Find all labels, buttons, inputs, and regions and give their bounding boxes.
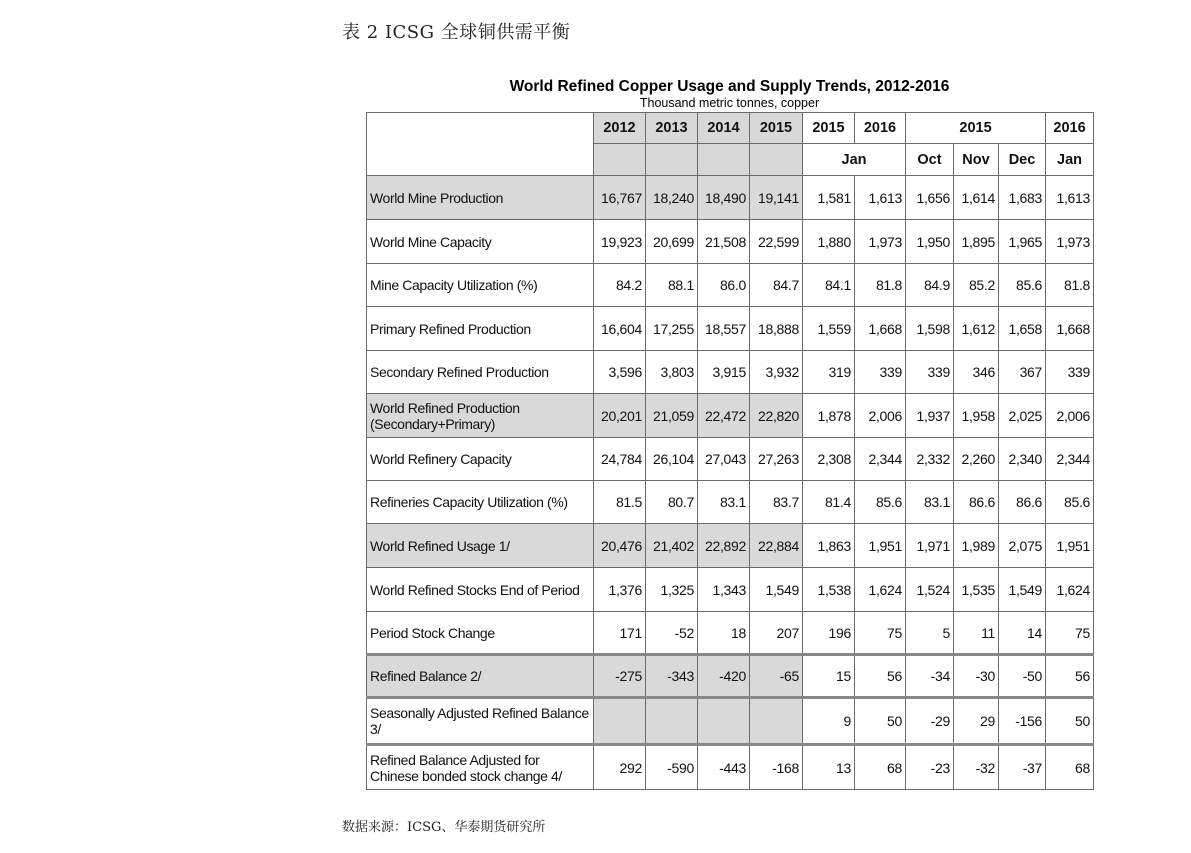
value-cell: 3,596 (594, 351, 646, 394)
table-row (367, 568, 1094, 612)
value-cell: 83.1 (698, 481, 750, 524)
value-cell: 81.8 (1046, 264, 1094, 307)
value-cell: -590 (646, 745, 698, 790)
table-row (367, 655, 1094, 698)
row-label: World Refined Usage 1/ (367, 524, 594, 568)
value-cell: 18,490 (698, 176, 750, 220)
header-month: Nov (954, 144, 999, 176)
value-cell: 83.1 (906, 481, 954, 524)
header-blank (594, 144, 646, 176)
row-label: World Refined Stocks End of Period (367, 568, 594, 612)
value-cell: 1,971 (906, 524, 954, 568)
row-label: Primary Refined Production (367, 307, 594, 351)
value-cell: 26,104 (646, 438, 698, 481)
value-cell: 85.6 (1046, 481, 1094, 524)
value-cell: 1,880 (803, 220, 855, 264)
row-label: Refined Balance Adjusted for Chinese bonded stock change 4/ (367, 745, 594, 790)
value-cell: 1,863 (803, 524, 855, 568)
row-label: Mine Capacity Utilization (%) (367, 264, 594, 307)
value-cell: -29 (906, 698, 954, 745)
value-cell: 21,059 (646, 394, 698, 438)
value-cell: 85.6 (855, 481, 906, 524)
value-cell: 1,878 (803, 394, 855, 438)
value-cell: 86.0 (698, 264, 750, 307)
value-cell: 339 (855, 351, 906, 394)
value-cell: 2,308 (803, 438, 855, 481)
value-cell: 22,472 (698, 394, 750, 438)
data-source: 数据来源：ICSG、华泰期货研究所 (342, 820, 546, 835)
value-cell (698, 698, 750, 745)
header-year: 2015 (750, 113, 803, 144)
value-cell: 19,923 (594, 220, 646, 264)
header-corner (367, 113, 594, 176)
value-cell: 1,965 (999, 220, 1046, 264)
value-cell: 1,613 (855, 176, 906, 220)
value-cell: 16,767 (594, 176, 646, 220)
value-cell: 22,884 (750, 524, 803, 568)
value-cell: -30 (954, 655, 999, 698)
value-cell: 3,803 (646, 351, 698, 394)
value-cell: 50 (855, 698, 906, 745)
value-cell: 1,598 (906, 307, 954, 351)
value-cell: 18,557 (698, 307, 750, 351)
value-cell: 27,263 (750, 438, 803, 481)
value-cell: 2,006 (1046, 394, 1094, 438)
header-month: Oct (906, 144, 954, 176)
value-cell: 2,344 (1046, 438, 1094, 481)
value-cell (646, 698, 698, 745)
value-cell: 1,951 (1046, 524, 1094, 568)
value-cell: 1,613 (1046, 176, 1094, 220)
table-row (367, 220, 1094, 264)
value-cell: 16,604 (594, 307, 646, 351)
value-cell: 21,402 (646, 524, 698, 568)
value-cell: 2,025 (999, 394, 1046, 438)
value-cell: 1,559 (803, 307, 855, 351)
table-subtitle: Thousand metric tonnes, copper (639, 96, 820, 110)
table-row (367, 394, 1094, 438)
value-cell (594, 698, 646, 745)
value-cell: 75 (855, 612, 906, 655)
value-cell: 1,668 (855, 307, 906, 351)
value-cell: 2,332 (906, 438, 954, 481)
value-cell: -420 (698, 655, 750, 698)
value-cell: 1,624 (855, 568, 906, 612)
header-jan: Jan (803, 144, 906, 176)
value-cell: 1,614 (954, 176, 999, 220)
value-cell: 2,006 (855, 394, 906, 438)
row-label: World Refined Production (Secondary+Primary) (367, 394, 594, 438)
value-cell: 3,932 (750, 351, 803, 394)
header-year: 2016 (855, 113, 906, 144)
value-cell: 292 (594, 745, 646, 790)
value-cell: -23 (906, 745, 954, 790)
value-cell: 1,581 (803, 176, 855, 220)
value-cell: 5 (906, 612, 954, 655)
value-cell: -168 (750, 745, 803, 790)
row-label: Refined Balance 2/ (367, 655, 594, 698)
value-cell: 339 (1046, 351, 1094, 394)
value-cell: 85.2 (954, 264, 999, 307)
value-cell: -443 (698, 745, 750, 790)
value-cell: 86.6 (999, 481, 1046, 524)
value-cell: 29 (954, 698, 999, 745)
value-cell: 85.6 (999, 264, 1046, 307)
value-cell: 20,476 (594, 524, 646, 568)
header-blank (646, 144, 698, 176)
table-row (367, 745, 1094, 790)
value-cell: 1,668 (1046, 307, 1094, 351)
table-row (367, 351, 1094, 394)
value-cell: 1,973 (1046, 220, 1094, 264)
value-cell: 2,075 (999, 524, 1046, 568)
table-row (367, 176, 1094, 220)
header-group-2015: 2015 (906, 113, 1046, 144)
value-cell: -343 (646, 655, 698, 698)
value-cell: 11 (954, 612, 999, 655)
value-cell: -52 (646, 612, 698, 655)
copper-balance-table (366, 112, 1094, 790)
value-cell: 196 (803, 612, 855, 655)
table-row (367, 307, 1094, 351)
value-cell: 346 (954, 351, 999, 394)
value-cell: 2,344 (855, 438, 906, 481)
value-cell: 83.7 (750, 481, 803, 524)
table-row (367, 438, 1094, 481)
header-blank (750, 144, 803, 176)
row-label: World Refinery Capacity (367, 438, 594, 481)
value-cell: 81.8 (855, 264, 906, 307)
value-cell: 13 (803, 745, 855, 790)
value-cell: 75 (1046, 612, 1094, 655)
value-cell: 86.6 (954, 481, 999, 524)
value-cell: 1,658 (999, 307, 1046, 351)
value-cell: 22,820 (750, 394, 803, 438)
row-label: World Mine Production (367, 176, 594, 220)
value-cell: 22,892 (698, 524, 750, 568)
header-blank (698, 144, 750, 176)
value-cell: -156 (999, 698, 1046, 745)
table-row (367, 264, 1094, 307)
value-cell: 1,937 (906, 394, 954, 438)
header-month: Jan (1046, 144, 1094, 176)
header-year: 2015 (803, 113, 855, 144)
value-cell: 1,325 (646, 568, 698, 612)
value-cell: 20,201 (594, 394, 646, 438)
value-cell: 15 (803, 655, 855, 698)
value-cell: 3,915 (698, 351, 750, 394)
value-cell: 18 (698, 612, 750, 655)
row-label: Secondary Refined Production (367, 351, 594, 394)
value-cell: 27,043 (698, 438, 750, 481)
value-cell: 9 (803, 698, 855, 745)
value-cell: 319 (803, 351, 855, 394)
table-row (367, 612, 1094, 655)
value-cell: 1,683 (999, 176, 1046, 220)
table-caption: 表 2 ICSG 全球铜供需平衡 (342, 22, 571, 43)
value-cell: -275 (594, 655, 646, 698)
value-cell: 50 (1046, 698, 1094, 745)
value-cell: 22,599 (750, 220, 803, 264)
row-label: Seasonally Adjusted Refined Balance 3/ (367, 698, 594, 745)
value-cell: 171 (594, 612, 646, 655)
value-cell: 88.1 (646, 264, 698, 307)
value-cell: 19,141 (750, 176, 803, 220)
value-cell: 339 (906, 351, 954, 394)
value-cell: 80.7 (646, 481, 698, 524)
header-year: 2012 (594, 113, 646, 144)
value-cell: 20,699 (646, 220, 698, 264)
clipped-top-text (380, 0, 440, 4)
value-cell: 1,612 (954, 307, 999, 351)
value-cell: -37 (999, 745, 1046, 790)
value-cell: 2,260 (954, 438, 999, 481)
value-cell: 24,784 (594, 438, 646, 481)
table-row (367, 698, 1094, 745)
value-cell: 1,950 (906, 220, 954, 264)
value-cell: 1,895 (954, 220, 999, 264)
value-cell: 18,240 (646, 176, 698, 220)
value-cell: 68 (855, 745, 906, 790)
value-cell: 1,624 (1046, 568, 1094, 612)
value-cell: 1,973 (855, 220, 906, 264)
value-cell: 56 (855, 655, 906, 698)
value-cell: 14 (999, 612, 1046, 655)
value-cell: 84.9 (906, 264, 954, 307)
value-cell: 1,958 (954, 394, 999, 438)
header-year: 2014 (698, 113, 750, 144)
value-cell: 1,535 (954, 568, 999, 612)
value-cell: -32 (954, 745, 999, 790)
header-year: 2013 (646, 113, 698, 144)
value-cell: 1,549 (750, 568, 803, 612)
value-cell: 81.4 (803, 481, 855, 524)
value-cell (750, 698, 803, 745)
value-cell: 1,524 (906, 568, 954, 612)
header-month: Dec (999, 144, 1046, 176)
value-cell: -50 (999, 655, 1046, 698)
row-label: Refineries Capacity Utilization (%) (367, 481, 594, 524)
value-cell: -34 (906, 655, 954, 698)
value-cell: 1,951 (855, 524, 906, 568)
value-cell: 367 (999, 351, 1046, 394)
value-cell: 1,989 (954, 524, 999, 568)
table-row (367, 481, 1094, 524)
row-label: World Mine Capacity (367, 220, 594, 264)
value-cell: 1,376 (594, 568, 646, 612)
value-cell: 207 (750, 612, 803, 655)
value-cell: 84.2 (594, 264, 646, 307)
value-cell: -65 (750, 655, 803, 698)
value-cell: 68 (1046, 745, 1094, 790)
value-cell: 1,656 (906, 176, 954, 220)
value-cell: 84.7 (750, 264, 803, 307)
value-cell: 1,549 (999, 568, 1046, 612)
value-cell: 18,888 (750, 307, 803, 351)
value-cell: 1,343 (698, 568, 750, 612)
value-cell: 2,340 (999, 438, 1046, 481)
header-row-years (367, 113, 1094, 144)
value-cell: 1,538 (803, 568, 855, 612)
value-cell: 84.1 (803, 264, 855, 307)
table-row (367, 524, 1094, 568)
header-year: 2016 (1046, 113, 1094, 144)
row-label: Period Stock Change (367, 612, 594, 655)
value-cell: 56 (1046, 655, 1094, 698)
table-title: World Refined Copper Usage and Supply Trends, 2012-2016 (509, 78, 950, 95)
value-cell: 81.5 (594, 481, 646, 524)
value-cell: 17,255 (646, 307, 698, 351)
value-cell: 21,508 (698, 220, 750, 264)
